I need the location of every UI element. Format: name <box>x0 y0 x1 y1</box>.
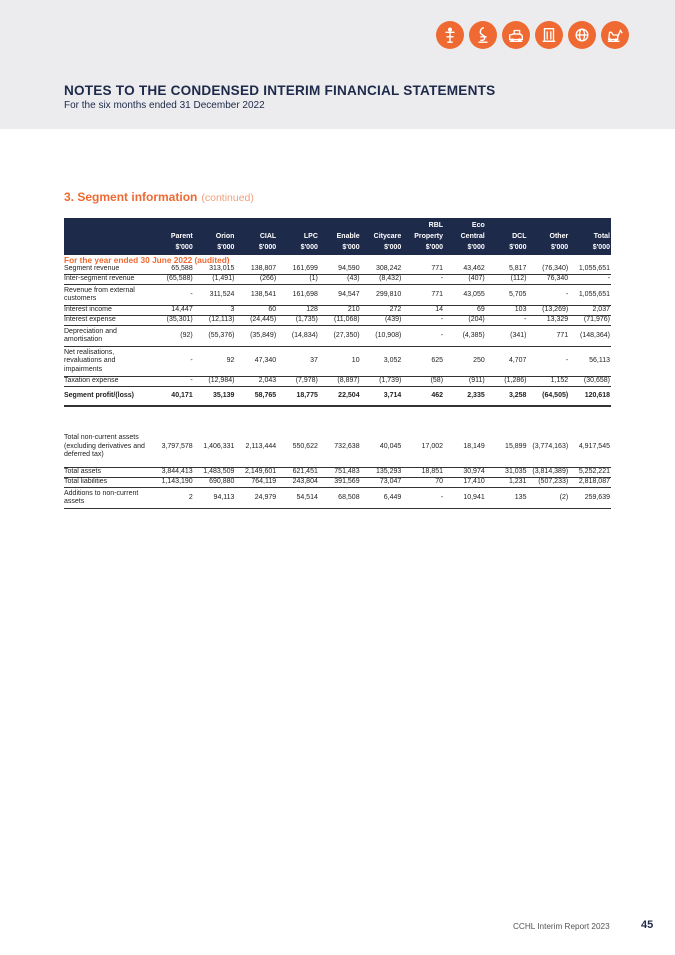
column-header-top <box>235 220 276 231</box>
table-cell: 308,242 <box>361 265 403 275</box>
table-cell: 31,035 <box>486 468 528 478</box>
table-cell: 94,547 <box>319 285 361 306</box>
table-cell: 6,449 <box>361 488 403 509</box>
column-header <box>527 218 569 255</box>
table-cell: - <box>152 285 194 306</box>
segment-table-header <box>64 218 611 255</box>
table-cell: 161,698 <box>277 285 319 306</box>
row-label: Total assets <box>64 468 152 478</box>
table-cell: (1,286) <box>486 377 528 387</box>
column-header-name: Orion <box>215 233 235 240</box>
table-cell: 58,765 <box>235 387 277 407</box>
table-cell: 76,340 <box>527 275 569 285</box>
table-cell: 14,447 <box>152 306 194 316</box>
table-cell: 550,622 <box>277 427 319 468</box>
table-row <box>64 326 611 347</box>
table-cell: 210 <box>319 306 361 316</box>
table-cell: 771 <box>402 285 444 306</box>
column-header-unit: $'000 <box>300 244 318 251</box>
table-cell: 70 <box>402 478 444 488</box>
column-header-name: CIAL <box>259 233 277 240</box>
table-cell: (24,445) <box>235 316 277 326</box>
table-cell: 40,045 <box>361 427 403 468</box>
row-label: Interest income <box>64 306 152 316</box>
table-row <box>64 285 611 306</box>
table-cell: 1,055,651 <box>569 285 611 306</box>
table-cell: 621,451 <box>277 468 319 478</box>
table-cell: 24,979 <box>235 488 277 509</box>
column-header <box>194 218 236 255</box>
table-cell: 65,588 <box>152 265 194 275</box>
table-row <box>64 316 611 326</box>
table-cell: 3,797,578 <box>152 427 194 468</box>
table-cell: 311,524 <box>194 285 236 306</box>
table-cell: (1,735) <box>277 316 319 326</box>
table-cell: 120,618 <box>569 387 611 407</box>
header-row <box>64 218 611 255</box>
segment-table-body <box>64 255 611 509</box>
table-cell: - <box>486 316 528 326</box>
table-cell: 391,569 <box>319 478 361 488</box>
table-cell: (76,340) <box>527 265 569 275</box>
table-cell: 771 <box>402 265 444 275</box>
table-cell: (1,491) <box>194 275 236 285</box>
spacer-cell <box>64 406 611 427</box>
table-cell: (341) <box>486 326 528 347</box>
column-header-unit: $'000 <box>217 244 235 251</box>
table-cell: (55,376) <box>194 326 236 347</box>
table-cell: 35,139 <box>194 387 236 407</box>
table-cell: (3,814,389) <box>527 468 569 478</box>
table-cell: (12,113) <box>194 316 236 326</box>
page-title: NOTES TO THE CONDENSED INTERIM FINANCIAL STATEMENTS <box>64 83 496 98</box>
table-cell: (30,658) <box>569 377 611 387</box>
table-row <box>64 306 611 316</box>
column-header <box>152 218 194 255</box>
table-cell: (13,269) <box>527 306 569 316</box>
table-cell: 22,504 <box>319 387 361 407</box>
table-cell: 250 <box>444 347 486 377</box>
table-cell: - <box>402 326 444 347</box>
column-header-top <box>152 220 193 231</box>
building-icon <box>535 21 563 49</box>
table-cell: 732,638 <box>319 427 361 468</box>
column-header-top <box>569 220 610 231</box>
spacer-row <box>64 406 611 427</box>
table-cell: - <box>527 285 569 306</box>
table-cell: 764,119 <box>235 478 277 488</box>
table-cell: 14 <box>402 306 444 316</box>
row-label: Depreciation and amortisation <box>64 326 152 347</box>
table-cell: (1) <box>277 275 319 285</box>
column-header-unit: $'000 <box>258 244 277 251</box>
table-row <box>64 387 611 407</box>
port-crane-icon <box>436 21 464 49</box>
table-cell: 94,590 <box>319 265 361 275</box>
page-subtitle: For the six months ended 31 December 2022 <box>64 100 265 111</box>
table-cell: - <box>402 488 444 509</box>
table-row <box>64 347 611 377</box>
table-cell: 94,113 <box>194 488 236 509</box>
table-cell: 40,171 <box>152 387 194 407</box>
column-header-top <box>277 220 318 231</box>
table-cell: (266) <box>235 275 277 285</box>
table-cell: (407) <box>444 275 486 285</box>
airport-plane-icon <box>469 21 497 49</box>
table-cell: (911) <box>444 377 486 387</box>
table-cell: - <box>402 275 444 285</box>
period-row <box>64 255 611 265</box>
table-cell: 138,541 <box>235 285 277 306</box>
table-cell: 259,639 <box>569 488 611 509</box>
table-cell: 1,055,651 <box>569 265 611 275</box>
globe-icon <box>568 21 596 49</box>
column-header-unit: $'000 <box>592 244 610 251</box>
column-header <box>444 218 486 255</box>
table-cell: 2,149,601 <box>235 468 277 478</box>
column-header-name: Parent <box>170 233 193 240</box>
table-cell: (7,978) <box>277 377 319 387</box>
row-label: Segment revenue <box>64 265 152 275</box>
table-cell: 2,043 <box>235 377 277 387</box>
table-cell: 135,293 <box>361 468 403 478</box>
table-cell: (43) <box>319 275 361 285</box>
table-cell: (112) <box>486 275 528 285</box>
table-row <box>64 275 611 285</box>
table-cell: - <box>402 316 444 326</box>
table-cell: 15,899 <box>486 427 528 468</box>
row-label: Inter-segment revenue <box>64 275 152 285</box>
table-cell: 18,775 <box>277 387 319 407</box>
section-title: 3. Segment information <box>64 190 198 204</box>
table-cell: (35,301) <box>152 316 194 326</box>
table-cell: 2,113,444 <box>235 427 277 468</box>
column-header-top <box>361 220 402 231</box>
table-cell: 73,047 <box>361 478 403 488</box>
table-cell: 1,152 <box>527 377 569 387</box>
column-header-top <box>194 220 235 231</box>
table-cell: 68,508 <box>319 488 361 509</box>
column-header-unit: $'000 <box>384 244 402 251</box>
construction-digger-icon <box>601 21 629 49</box>
column-header <box>277 218 319 255</box>
table-cell: 92 <box>194 347 236 377</box>
table-cell: 17,002 <box>402 427 444 468</box>
table-cell: 4,917,545 <box>569 427 611 468</box>
header-cell-blank <box>64 218 152 255</box>
table-cell: 18,149 <box>444 427 486 468</box>
table-cell: (507,233) <box>527 478 569 488</box>
table-cell: 161,699 <box>277 265 319 275</box>
table-cell: (92) <box>152 326 194 347</box>
table-cell: (8,432) <box>361 275 403 285</box>
table-cell: 37 <box>277 347 319 377</box>
table-cell: 5,817 <box>486 265 528 275</box>
table-cell: 56,113 <box>569 347 611 377</box>
table-cell: 313,015 <box>194 265 236 275</box>
table-cell: 1,483,509 <box>194 468 236 478</box>
row-label: Taxation expense <box>64 377 152 387</box>
table-cell: (35,849) <box>235 326 277 347</box>
table-cell: (71,976) <box>569 316 611 326</box>
table-cell: (439) <box>361 316 403 326</box>
table-row <box>64 488 611 509</box>
period-label: For the year ended 30 June 2022 (audited) <box>64 255 230 265</box>
column-header-unit: $'000 <box>425 244 444 251</box>
table-cell: (1,739) <box>361 377 403 387</box>
table-row <box>64 427 611 468</box>
row-label: Segment profit/(loss) <box>64 387 152 407</box>
column-header-name: Other <box>549 233 569 240</box>
table-cell: (8,897) <box>319 377 361 387</box>
table-cell: 17,410 <box>444 478 486 488</box>
column-header-name: Central <box>460 233 485 240</box>
table-cell: 4,707 <box>486 347 528 377</box>
column-header-top <box>527 220 568 231</box>
table-cell: 18,851 <box>402 468 444 478</box>
column-header-name: Enable <box>336 233 360 240</box>
table-cell: - <box>152 377 194 387</box>
table-cell: - <box>152 347 194 377</box>
column-header <box>319 218 361 255</box>
row-label: Interest expense <box>64 316 152 326</box>
table-row <box>64 468 611 478</box>
table-cell: 47,340 <box>235 347 277 377</box>
table-cell: (12,984) <box>194 377 236 387</box>
table-row <box>64 265 611 275</box>
table-cell: 43,055 <box>444 285 486 306</box>
table-cell: 3 <box>194 306 236 316</box>
row-label: Additions to non-current assets <box>64 488 152 509</box>
table-cell: 43,462 <box>444 265 486 275</box>
table-cell: 5,705 <box>486 285 528 306</box>
table-cell: 3,844,413 <box>152 468 194 478</box>
table-cell: 690,880 <box>194 478 236 488</box>
column-header <box>361 218 403 255</box>
table-cell: 103 <box>486 306 528 316</box>
table-cell: 1,406,331 <box>194 427 236 468</box>
table-cell: 2 <box>152 488 194 509</box>
table-cell: 30,974 <box>444 468 486 478</box>
table-cell: 751,483 <box>319 468 361 478</box>
column-header-unit: $'000 <box>175 244 193 251</box>
column-header-name: Citycare <box>373 233 402 240</box>
table-row <box>64 377 611 387</box>
table-cell: 243,804 <box>277 478 319 488</box>
column-header-unit: $'000 <box>467 244 485 251</box>
table-cell: 60 <box>235 306 277 316</box>
table-cell: 771 <box>527 326 569 347</box>
table-cell: 3,258 <box>486 387 528 407</box>
row-label: Total non-current assets (excluding derivatives and deferred tax) <box>64 427 152 468</box>
table-cell: (148,364) <box>569 326 611 347</box>
table-cell: 3,052 <box>361 347 403 377</box>
table-cell: (58) <box>402 377 444 387</box>
column-header <box>486 218 528 255</box>
column-header-name: Property <box>414 233 444 240</box>
column-header <box>235 218 277 255</box>
table-cell: 135 <box>486 488 528 509</box>
table-cell: (4,385) <box>444 326 486 347</box>
table-cell: 2,818,087 <box>569 478 611 488</box>
row-label: Revenue from external customers <box>64 285 152 306</box>
segment-table <box>64 218 611 509</box>
table-cell: - <box>527 347 569 377</box>
column-header-unit: $'000 <box>550 244 569 251</box>
table-cell: 1,231 <box>486 478 528 488</box>
column-header-top <box>486 220 527 231</box>
table-cell: 10,941 <box>444 488 486 509</box>
table-cell: 272 <box>361 306 403 316</box>
table-cell: 2,037 <box>569 306 611 316</box>
table-cell: 2,335 <box>444 387 486 407</box>
section-heading <box>64 190 254 204</box>
table-cell: (3,774,163) <box>527 427 569 468</box>
table-cell: - <box>569 275 611 285</box>
table-cell: 3,714 <box>361 387 403 407</box>
table-cell: (27,350) <box>319 326 361 347</box>
column-header-unit: $'000 <box>342 244 360 251</box>
bus-icon <box>502 21 530 49</box>
row-label: Total liabilities <box>64 478 152 488</box>
column-header-name: DCL <box>512 233 527 240</box>
sector-icons <box>436 21 629 49</box>
table-cell: (14,834) <box>277 326 319 347</box>
table-cell: (10,908) <box>361 326 403 347</box>
table-cell: 625 <box>402 347 444 377</box>
table-row <box>64 478 611 488</box>
table-cell: 1,143,190 <box>152 478 194 488</box>
table-cell: 54,514 <box>277 488 319 509</box>
table-cell: 5,252,221 <box>569 468 611 478</box>
table-cell: (65,588) <box>152 275 194 285</box>
column-header-top: Eco <box>471 222 485 229</box>
table-cell: 462 <box>402 387 444 407</box>
table-cell: 138,807 <box>235 265 277 275</box>
footer-report-name: CCHL Interim Report 2023 <box>513 922 610 931</box>
table-cell: 13,329 <box>527 316 569 326</box>
table-cell: 10 <box>319 347 361 377</box>
page-number: 45 <box>641 919 654 931</box>
column-header-name: LPC <box>303 233 318 240</box>
table-cell: 128 <box>277 306 319 316</box>
table-cell: (11,068) <box>319 316 361 326</box>
table-cell: (2) <box>527 488 569 509</box>
table-cell: 299,810 <box>361 285 403 306</box>
table-cell: (64,505) <box>527 387 569 407</box>
column-header <box>569 218 611 255</box>
column-header-top <box>319 220 360 231</box>
column-header-top: RBL <box>428 222 444 229</box>
column-header <box>402 218 444 255</box>
section-continued-label: (continued) <box>201 192 254 204</box>
column-header-unit: $'000 <box>509 244 527 251</box>
row-label: Net realisations, revaluations and impairments <box>64 347 152 377</box>
column-header-name: Total <box>593 233 610 240</box>
table-cell: 69 <box>444 306 486 316</box>
table-cell: (204) <box>444 316 486 326</box>
